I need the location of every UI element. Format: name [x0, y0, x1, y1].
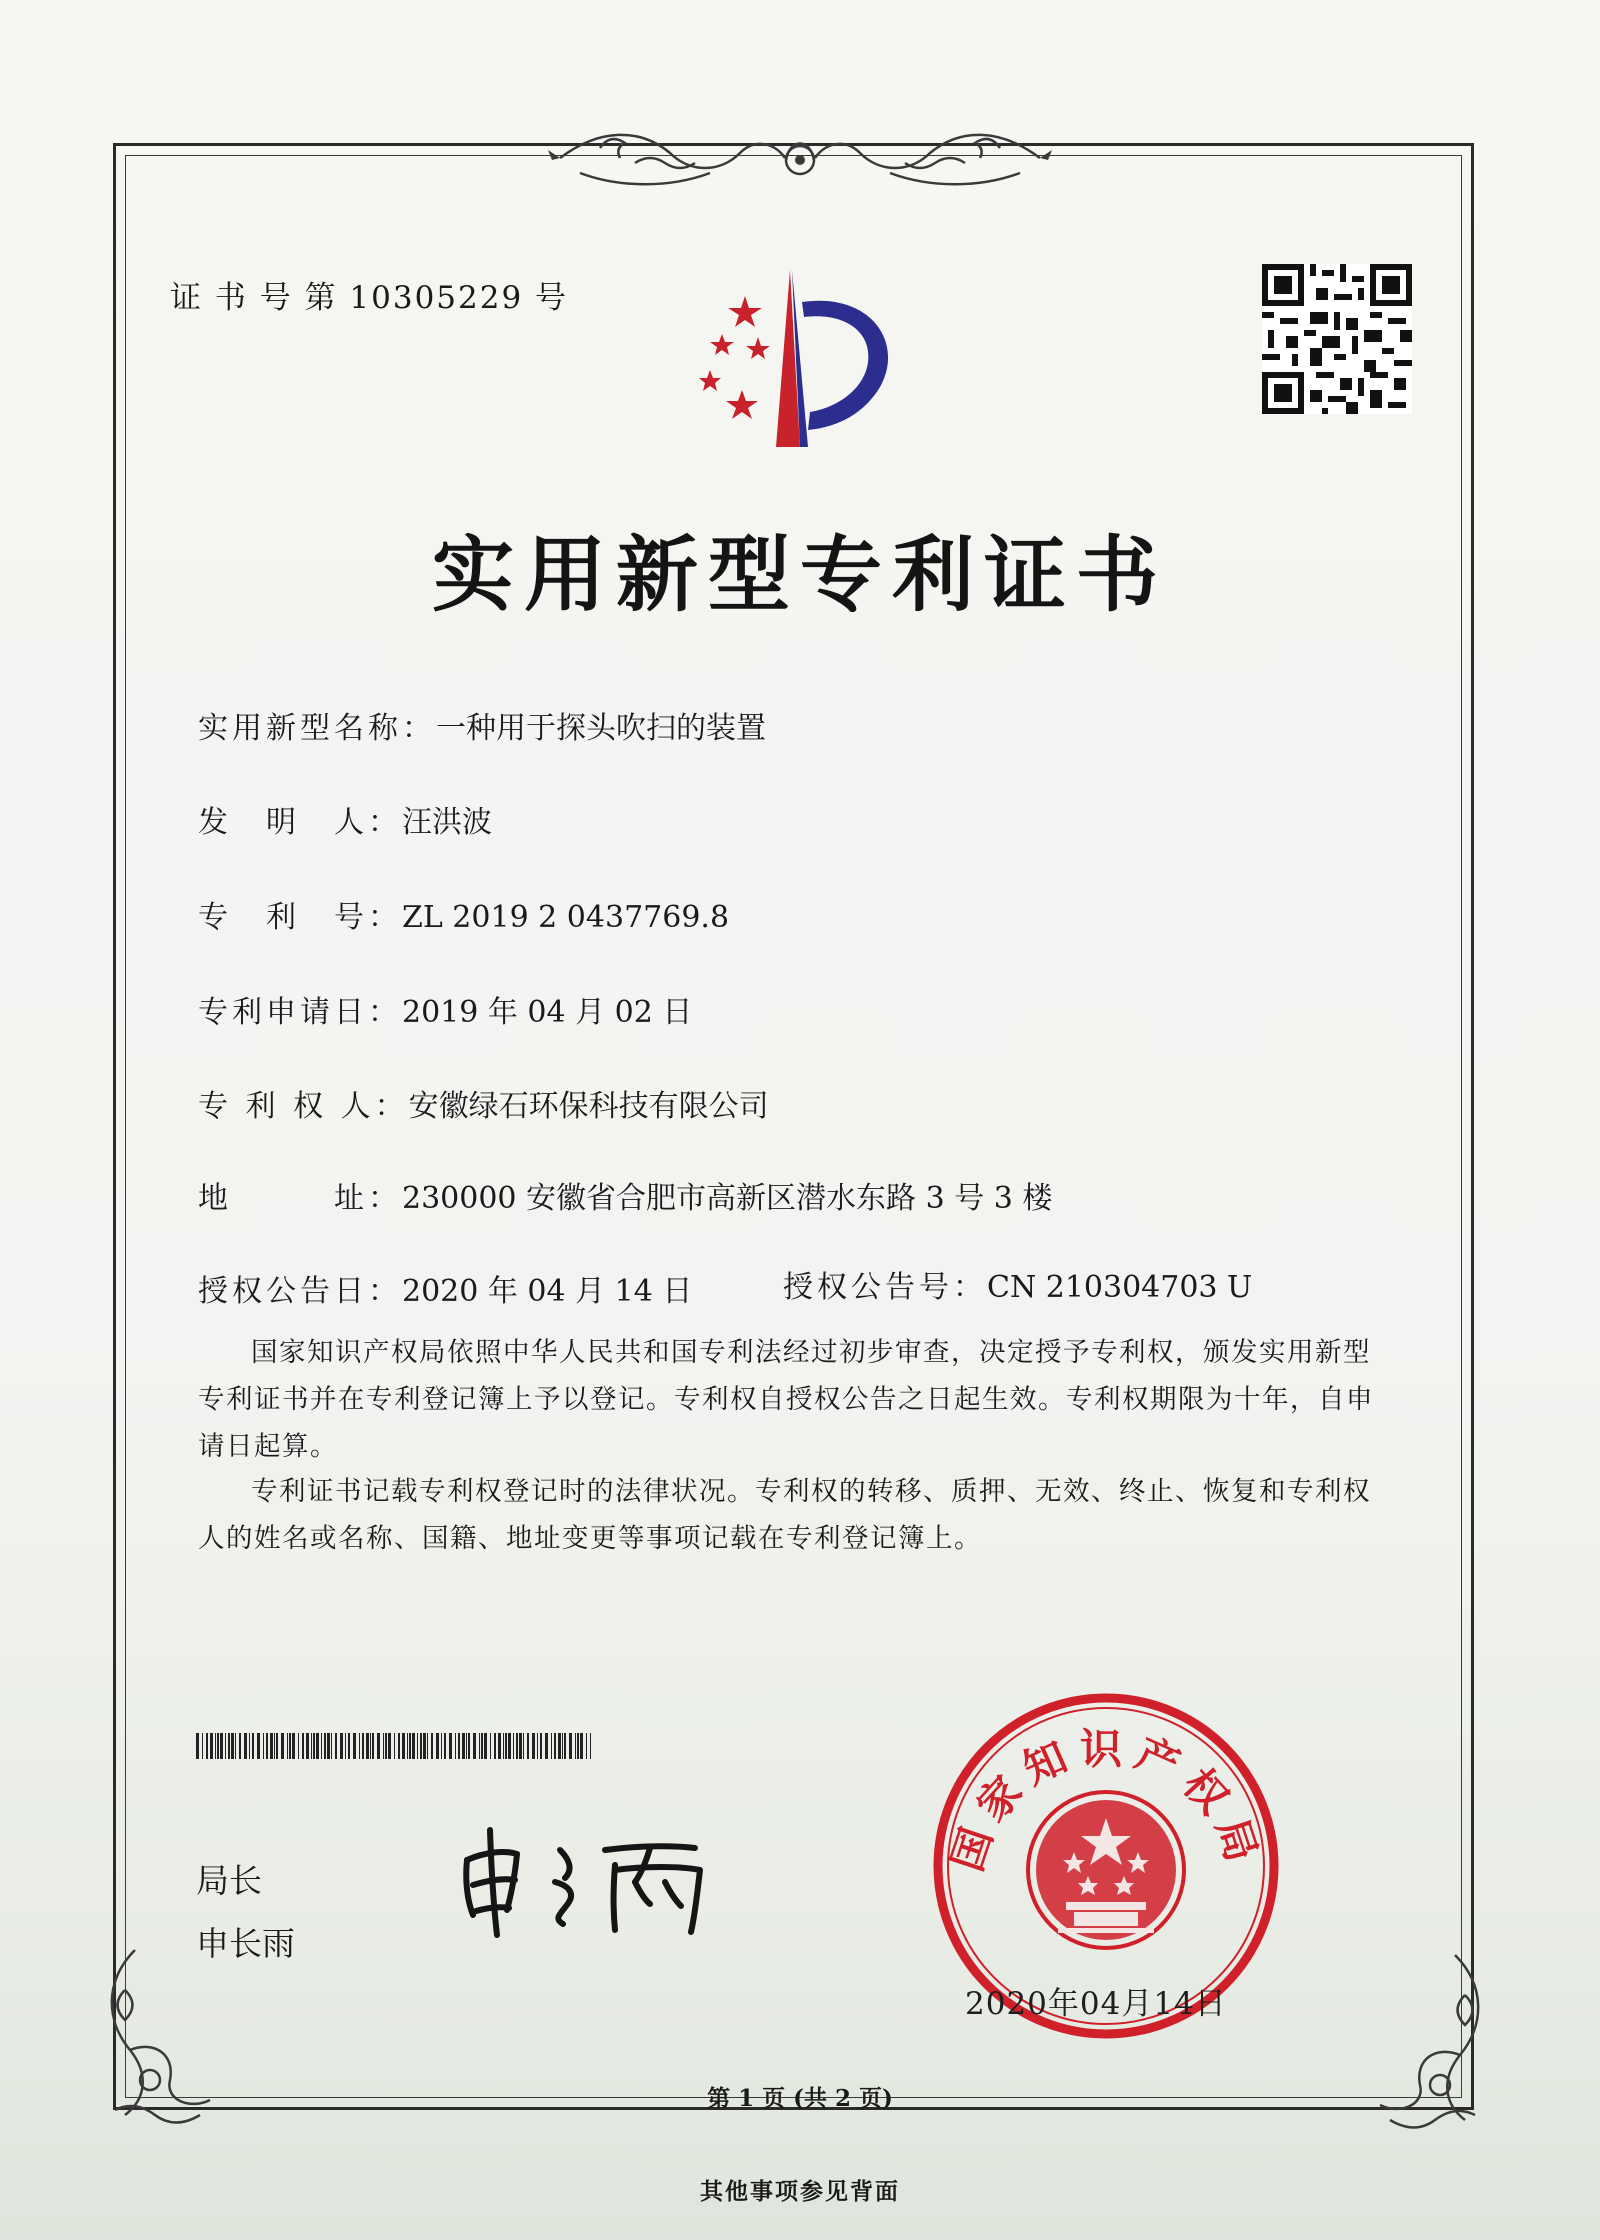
field-label: 授权公告日：	[198, 1274, 402, 1309]
field-patentee	[198, 1081, 769, 1125]
field-address	[198, 1173, 1052, 1217]
field-label: 发 明 人：	[198, 805, 402, 840]
footer-note: 其他事项参见背面	[700, 2178, 900, 2205]
field-value: 一种用于探头吹扫的装置	[436, 711, 766, 746]
page-number: 第 1 页 (共 2 页)	[707, 2085, 893, 2112]
barcode-icon	[196, 1733, 591, 1759]
field-application-date	[198, 987, 692, 1031]
field-value: 2019 年 04 月 02 日	[402, 995, 693, 1030]
director-name: 申长雨	[196, 1924, 295, 1963]
field-value: ZL 2019 2 0437769.8	[402, 900, 730, 935]
patent-office-logo-icon	[680, 262, 910, 452]
certificate-title: 实用新型专利证书	[431, 528, 1168, 623]
field-grant-date	[198, 1266, 692, 1310]
field-value: 汪洪波	[402, 805, 492, 840]
handwritten-signature-icon	[445, 1820, 785, 1940]
field-utility-model-name	[198, 703, 766, 747]
qr-code-icon	[1262, 264, 1412, 414]
field-label: 专利申请日：	[198, 995, 402, 1030]
field-value: 安徽绿石环保科技有限公司	[408, 1089, 769, 1124]
field-label: 授权公告号：	[783, 1270, 987, 1305]
seal-date: 2020年04月14日	[965, 1986, 1227, 2022]
field-inventor	[198, 797, 492, 841]
field-patent-number	[198, 892, 729, 936]
body-paragraph-2: 专利证书记载专利权登记时的法律状况。专利权的转移、质押、无效、终止、恢复和专利权人的姓名或名称、国籍、地址变更等事项记载在专利登记簿上。	[198, 1476, 1371, 1554]
seal-text: 国家知识产权局	[942, 1724, 1270, 1878]
field-label: 地 址：	[198, 1181, 402, 1216]
field-label: 实用新型名称：	[198, 711, 436, 746]
field-grant-number	[783, 1262, 1252, 1306]
body-paragraph-1: 国家知识产权局依照中华人民共和国专利法经过初步审查，决定授予专利权，颁发实用新型专利证书并在专利登记簿上予以登记。专利权自授权公告之日起生效。专利权期限为十年，自申请日起算。	[198, 1337, 1374, 1462]
certificate-number: 证 书 号 第 10305229 号	[170, 280, 569, 316]
field-label: 专 利 号：	[198, 900, 402, 935]
director-title: 局长	[196, 1861, 262, 1900]
top-ornament-icon	[540, 118, 1060, 198]
field-value: 2020 年 04 月 14 日	[402, 1274, 693, 1309]
field-label: 专 利 权 人：	[198, 1089, 409, 1124]
field-value: CN 210304703 U	[987, 1270, 1253, 1305]
field-value: 230000 安徽省合肥市高新区潜水东路 3 号 3 楼	[402, 1181, 1053, 1216]
